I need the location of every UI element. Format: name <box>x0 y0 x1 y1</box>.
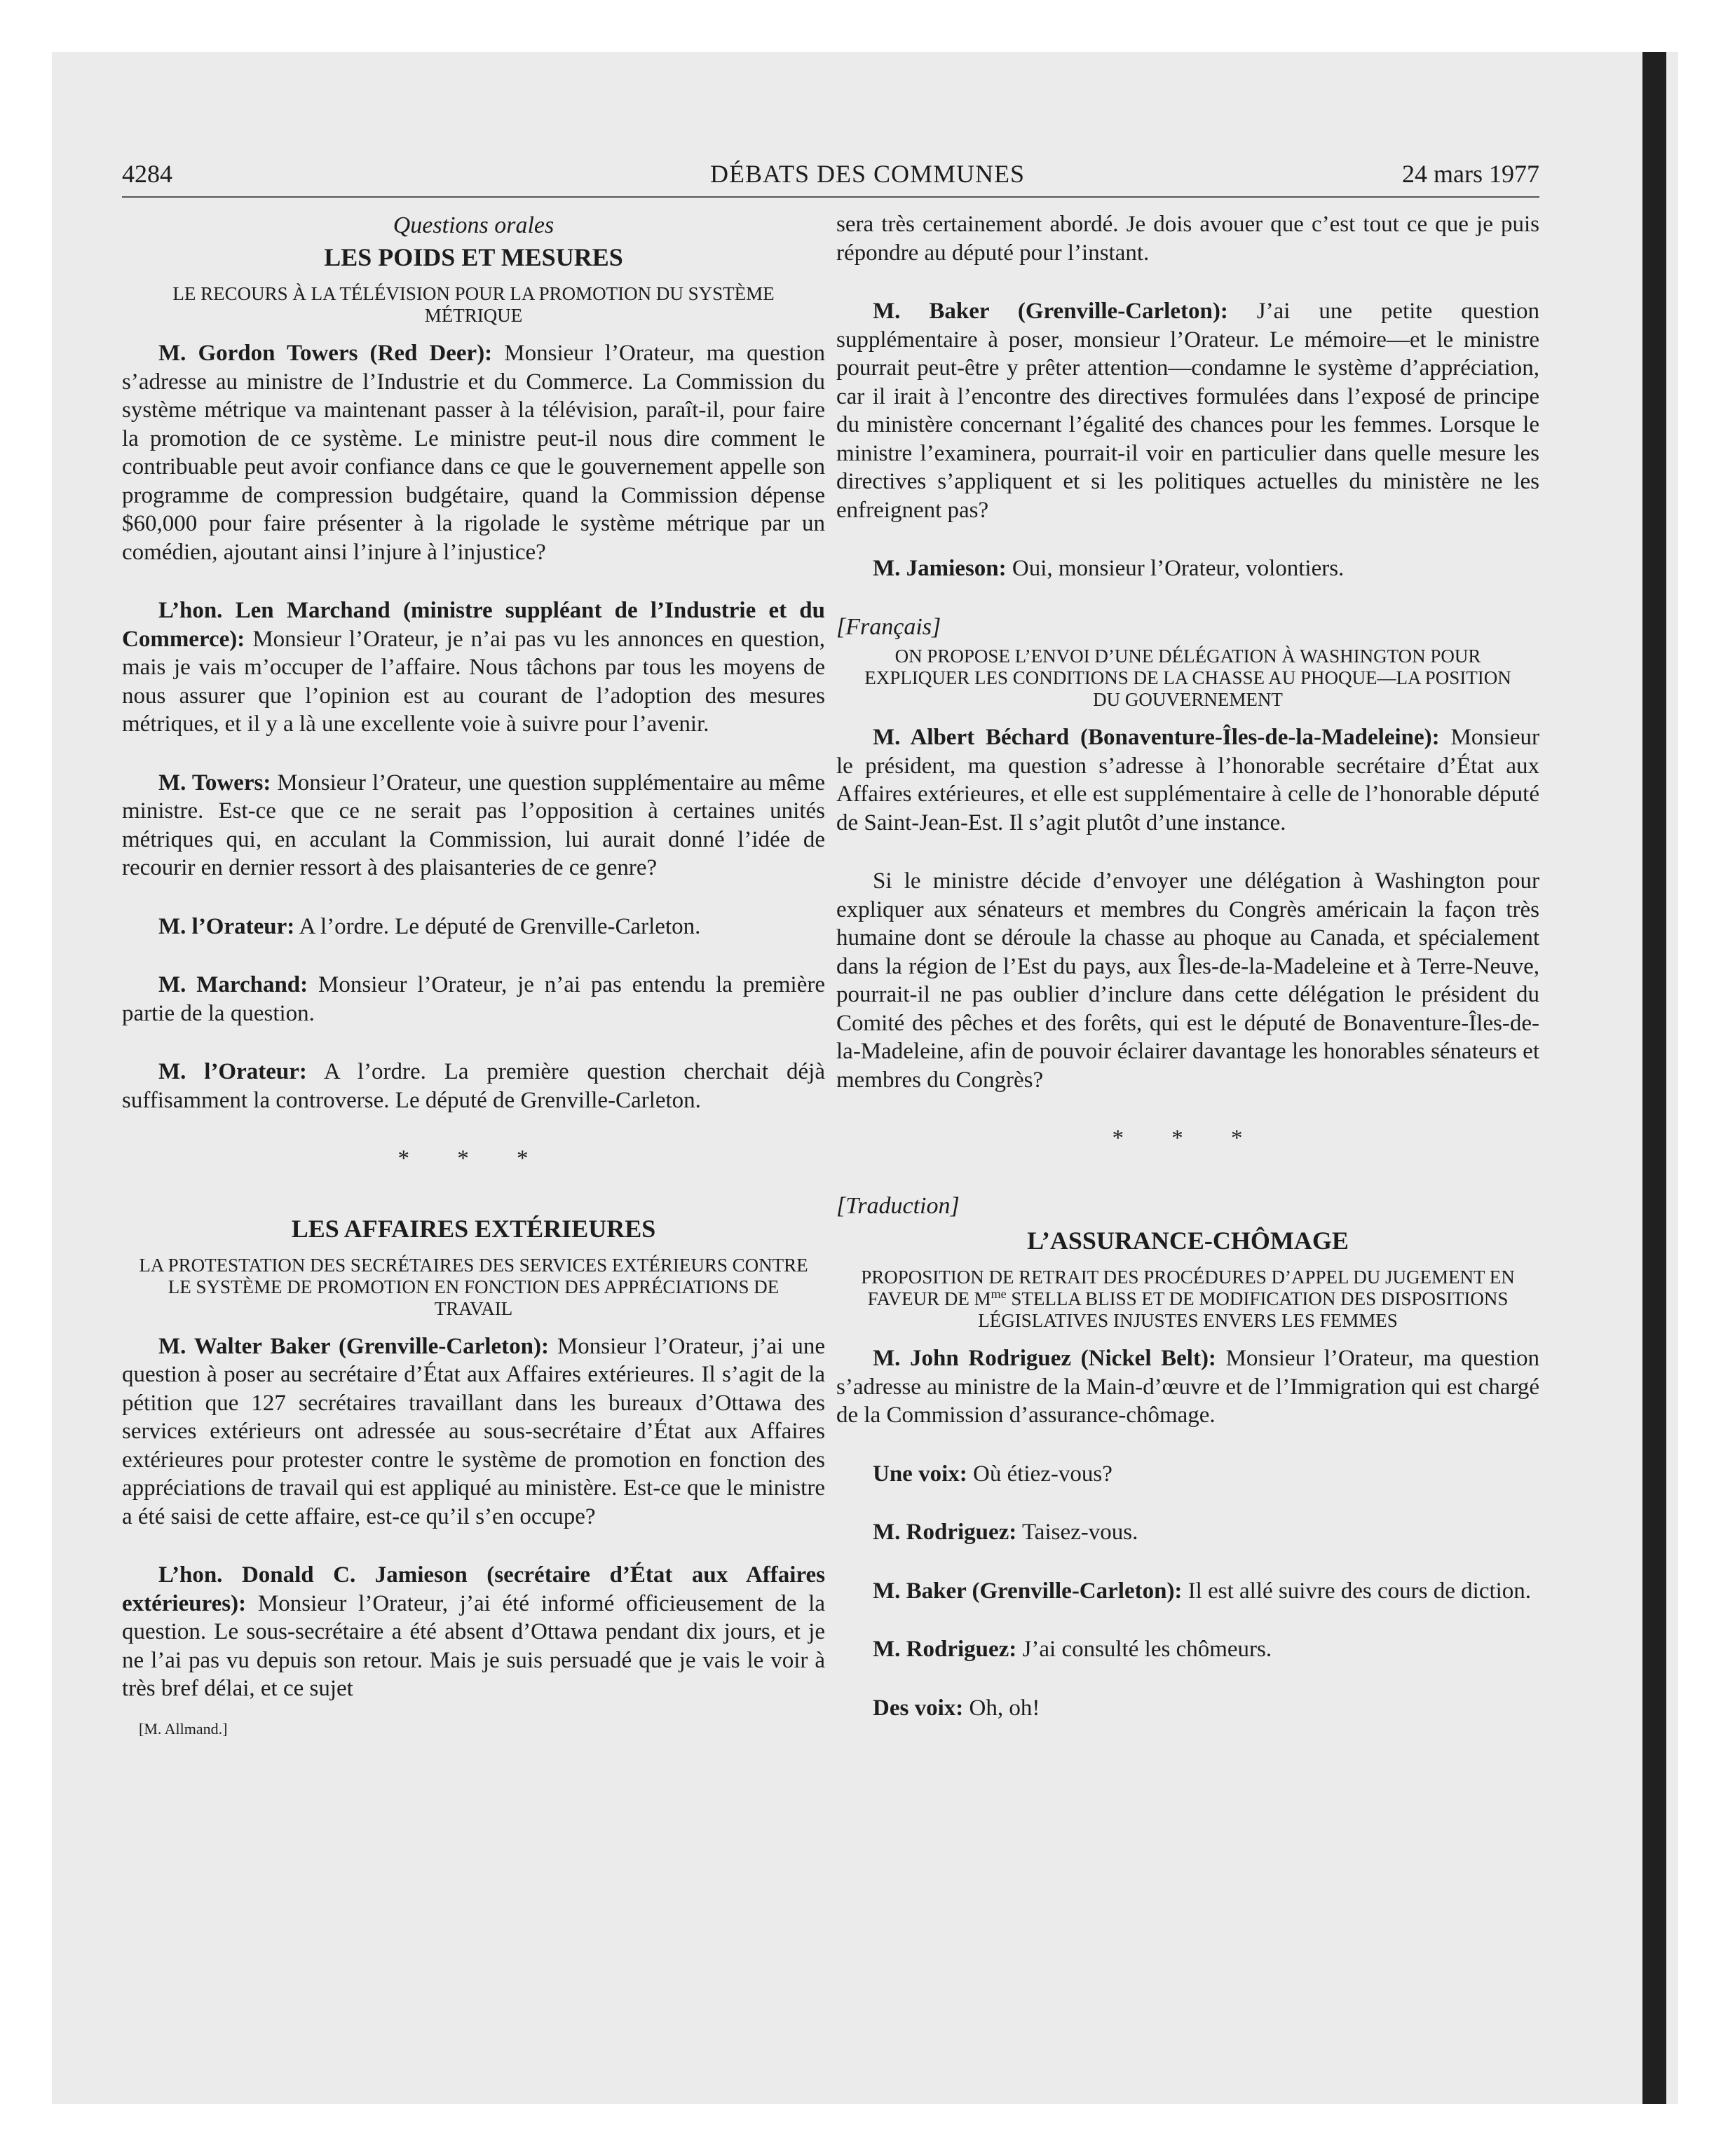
speech-text: Monsieur l’Orateur, une question supplémentaire au même ministre. Est-ce que ce ne serait pas l’opposition à certaines unités métriques qui, en acculant la Commission, lui aurait donné l’idée de recourir en dernier ressort à des plaisanteries de ce genre? <box>122 770 825 880</box>
speech-paragraph <box>836 1518 1539 1547</box>
section-subtitle <box>836 1267 1539 1332</box>
section-title: L’ASSURANCE-CHÔMAGE <box>1027 1227 1349 1255</box>
speech-text: Taisez-vous. <box>1016 1520 1138 1545</box>
speaker-name: M. Rodriguez: <box>873 1637 1017 1662</box>
speech-paragraph <box>836 554 1539 583</box>
speech-text: A l’ordre. Le député de Grenville-Carleton. <box>294 913 701 939</box>
speaker-name: M. l’Orateur: <box>158 1059 307 1084</box>
speech-text: Monsieur l’Orateur, je n’ai pas vu les annonces en question, mais je vais m’occuper de l’affaire. Nous tâchons par tous les moyens de nous assurer que l’opinion est au courant de l’adoption des mesures métriques, et il y a là une excellente voie à suivre pour l’avenir. <box>122 626 825 737</box>
speech-paragraph <box>122 971 825 1028</box>
header-rule <box>122 196 1539 198</box>
speaker-name: M. Baker (Grenville-Carleton): <box>873 1578 1183 1604</box>
speech-paragraph <box>122 1332 825 1531</box>
section-title: LES AFFAIRES EXTÉRIEURES <box>291 1214 656 1243</box>
speech-text: Il est allé suivre des cours de diction. <box>1182 1578 1532 1604</box>
speech-paragraph <box>122 596 825 739</box>
publication-title: DÉBATS DES COMMUNES <box>709 160 1026 188</box>
page-footer-note: [M. Allmand.] <box>139 1719 228 1738</box>
speaker-name: Une voix: <box>873 1461 967 1487</box>
speaker-name: M. Gordon Towers (Red Deer): <box>158 341 493 366</box>
left-column <box>122 210 825 1743</box>
speech-text: Où étiez-vous? <box>967 1461 1113 1487</box>
page-number: 4284 <box>122 160 172 188</box>
speaker-name: M. Jamieson: <box>873 556 1007 581</box>
subtitle-superscript: me <box>991 1287 1007 1301</box>
section-separator: * * * <box>1112 1126 1264 1151</box>
speaker-name: Des voix: <box>873 1695 964 1721</box>
speech-paragraph <box>836 1460 1539 1489</box>
speech-text: Monsieur l’Orateur, ma question s’adresse au ministre de la Main-d’œuvre et de l’Immigration qui est chargé de la Commission d’assurance-chômage. <box>836 1346 1539 1428</box>
page-date: 24 mars 1977 <box>1402 160 1539 188</box>
speech-text: J’ai consulté les chômeurs. <box>1016 1637 1272 1662</box>
speech-paragraph <box>122 913 825 941</box>
speech-paragraph <box>836 1694 1539 1723</box>
speech-paragraph <box>836 1635 1539 1664</box>
binding-edge <box>1642 52 1666 2104</box>
speaker-name: M. l’Orateur: <box>158 913 295 939</box>
speaker-name: M. Rodriguez: <box>873 1520 1017 1545</box>
section-separator: * * * <box>397 1146 550 1171</box>
speech-text: Si le ministre décide d’envoyer une délégation à Washington pour expliquer aux sénateurs et membres du Congrès américain la façon très humaine dont se déroule la chasse au phoque au Canada, et spécialement dans la région de l’Est du pays, aux Îles-de-la-Madeleine et à Terre-Neuve, pourrait-il ne pas oublier d’inclure dans cette délégation le président du Comité des pêches et des forêts, qui est le député de Bonaventure-Îles-de-la-Madeleine, afin de pouvoir éclairer davantage les honorables sénateurs et membres du Congrès? <box>836 868 1539 1093</box>
speech-paragraph <box>122 769 825 882</box>
right-column <box>836 210 1539 1752</box>
speech-paragraph <box>836 1577 1539 1606</box>
speaker-name: L’hon. Donald C. Jamieson (secrétaire d’État aux Affaires extérieures): <box>122 1562 825 1616</box>
speech-text: Monsieur l’Orateur, j’ai été informé officieusement de la question. Le sous-secrétaire a été absent d’Ottawa pendant dix jours, et je ne l’ai pas vu depuis son retour. Mais je suis persuadé que je vais le voir à très bref délai, et ce sujet <box>122 1590 825 1701</box>
speaker-name: M. Walter Baker (Grenville-Carleton): <box>158 1333 549 1359</box>
speech-text: Oui, monsieur l’Orateur, volontiers. <box>1006 556 1345 581</box>
speech-text: Monsieur l’Orateur, ma question s’adresse au ministre de l’Industrie et du Commerce. La Commission du système métrique va maintenant passer à la télévision, paraît-il, pour faire la promotion de ce système. Le ministre peut-il nous dire comment le contribuable peut avoir confiance dans ce que le gouvernement appelle son programme de compression budgétaire, quand la Commission dépense $60,000 pour faire présenter à la rigolade le système métrique par un comédien, ajoutant ainsi l’injure à l’injustice? <box>122 341 825 565</box>
speech-text: sera très certainement abordé. Je dois avouer que c’est tout ce que je puis répondre au député pour l’instant. <box>836 212 1539 266</box>
speaker-name: M. John Rodriguez (Nickel Belt): <box>873 1346 1216 1371</box>
speech-text: A l’ordre. La première question cherchait déjà suffisamment la controverse. Le député de Grenville-Carleton. <box>122 1059 825 1113</box>
section-subtitle: ON PROPOSE L’ENVOI D’UNE DÉLÉGATION À WASHINGTON POUR EXPLIQUER LES CONDITIONS DE LA CHASSE AU PHOQUE—LA POSITION DU GOUVERNEMENT <box>864 646 1511 710</box>
speaker-name: M. Albert Béchard (Bonaventure-Îles-de-la-Madeleine): <box>873 725 1440 750</box>
speech-text: Oh, oh! <box>963 1695 1040 1721</box>
speech-paragraph <box>836 210 1539 267</box>
speech-paragraph <box>122 1058 825 1114</box>
language-tag: [Français] <box>836 613 941 640</box>
speaker-name: M. Towers: <box>158 770 271 796</box>
speech-text: J’ai une petite question supplémentaire à poser, monsieur l’Orateur. Le mémoire—et le ministre pourrait peut-être y prêter attention—condamne le système d’appréciation, car il irait à l’encontre des directives formulées dans l’exposé de principe du ministère concernant l’égalité des chances pour les femmes. Lorsque le ministre l’examinera, pourrait-il voir en particulier dans quelle mesure les directives s’appliquent et si les politiques actuelles du ministère ne les enfreignent pas? <box>836 299 1539 523</box>
speech-paragraph <box>836 297 1539 524</box>
speech-paragraph <box>836 867 1539 1094</box>
section-title: LES POIDS ET MESURES <box>324 243 623 271</box>
speech-paragraph <box>122 339 825 566</box>
speech-text: Monsieur le président, ma question s’adresse à l’honorable secrétaire d’État aux Affaires extérieures, et elle est supplémentaire à celle de l’honorable député de Saint-Jean-Est. Il s’agit plutôt d’une instance. <box>836 725 1539 835</box>
speech-paragraph <box>836 723 1539 837</box>
subtitle-part: PROPOSITION DE RETRAIT DES PROCÉDURES D’APPEL DU JUGEMENT EN FAVEUR DE M <box>861 1267 1515 1309</box>
speaker-name: M. Marchand: <box>158 972 308 997</box>
speech-text: Monsieur l’Orateur, je n’ai pas entendu la première partie de la question. <box>122 972 825 1026</box>
section-subtitle: LE RECOURS À LA TÉLÉVISION POUR LA PROMOTION DU SYSTÈME MÉTRIQUE <box>172 283 775 326</box>
speaker-name: L’hon. Len Marchand (ministre suppléant de l’Industrie et du Commerce): <box>122 598 825 652</box>
subtitle-part: STELLA BLISS ET DE MODIFICATION DES DISPOSITIONS LÉGISLATIVES INJUSTES ENVERS LES FEMMES <box>978 1288 1509 1331</box>
section-kicker: Questions orales <box>393 212 554 238</box>
speaker-name: M. Baker (Grenville-Carleton): <box>873 299 1228 324</box>
speech-paragraph <box>122 1561 825 1703</box>
speech-text: Monsieur l’Orateur, j’ai une question à poser au secrétaire d’État aux Affaires extérieures. Il s’agit de la pétition que 127 secrétaires travaillant dans les bureaux d’Ottawa des services extérieurs ont adressée au sous-secrétaire d’État aux Affaires extérieures pour protester contre le système de promotion en fonction des appréciations de travail qui est appliqué au ministère. Est-ce que le ministre a été saisi de cette affaire, est-ce qu’il s’en occupe? <box>122 1333 825 1529</box>
speech-paragraph <box>836 1344 1539 1430</box>
section-subtitle: LA PROTESTATION DES SECRÉTAIRES DES SERVICES EXTÉRIEURS CONTRE LE SYSTÈME DE PROMOTION EN FONCTION DES APPRÉCIATIONS DE TRAVAIL <box>139 1254 808 1319</box>
language-tag: [Traduction] <box>836 1192 960 1219</box>
